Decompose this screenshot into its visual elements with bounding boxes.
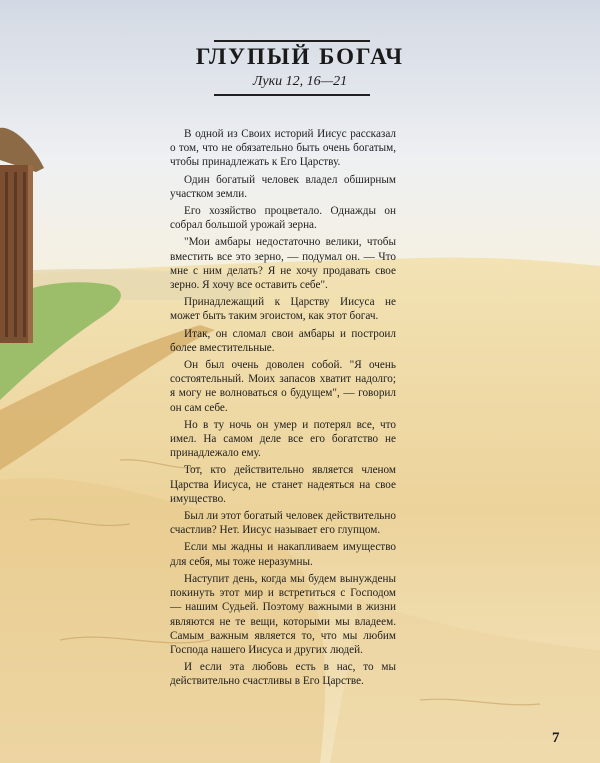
paragraph: Принадлежащий к Царству Иисуса не может быть таким эгоистом, как этот богач. (170, 296, 396, 323)
paragraph: Но в ту ночь он умер и потерял все, что имел. На самом деле все его богатство не принадлежало ему. (170, 418, 396, 460)
page-title: ГЛУПЫЙ БОГАЧ (195, 44, 405, 69)
paragraph: И если эта любовь есть в нас, то мы действительно счастливы в Его Царстве. (170, 661, 396, 688)
story-text (170, 127, 396, 692)
paragraph: В одной из Своих историй Иисус рассказал о том, что не обязательно быть очень богатым, чтобы принадлежать к Его Царству. (170, 128, 396, 169)
page-number: 7 (552, 730, 560, 746)
paragraph: Наступит день, когда мы будем вынуждены покинуть этот мир и встретиться с Господом — нашим Судьей. Поэтому важными в жизни являются не те вещи, которыми мы владеем. Самым важным является то, что мы любим Господа нашего Иисуса и других людей. (170, 572, 396, 656)
title-rule-top (214, 40, 370, 42)
paragraph: Итак, он сломал свои амбары и построил более вместительные. (170, 327, 396, 354)
paragraph: Его хозяйство процветало. Однажды он собрал большой урожай зерна. (170, 205, 396, 232)
title-rule-bottom (214, 94, 370, 96)
paragraph: Тот, кто действительно является членом Царства Иисуса, не станет надеяться на свое имущество. (170, 464, 396, 505)
scripture-reference: Луки 12, 16—21 (252, 74, 348, 89)
paragraph: Один богатый человек владел обширным участком земли. (170, 173, 396, 200)
paragraph: "Мои амбары недостаточно велики, чтобы вместить все это зерно, — подумал он. — Что мне с ним делать? Я не хочу продавать свое зерно. Я хочу все оставить себе". (170, 236, 396, 292)
paragraph: Если мы жадны и накапливаем имущество для себя, мы тоже неразумны. (170, 541, 396, 568)
paragraph: Он был очень доволен собой. "Я очень состоятельный. Моих запасов хватит надолго; я могу не волноваться о будущем", — говорил он сам себе. (170, 359, 396, 414)
paragraph: Был ли этот богатый человек действительно счастлив? Нет. Иисус называет его глупцом. (170, 510, 396, 537)
